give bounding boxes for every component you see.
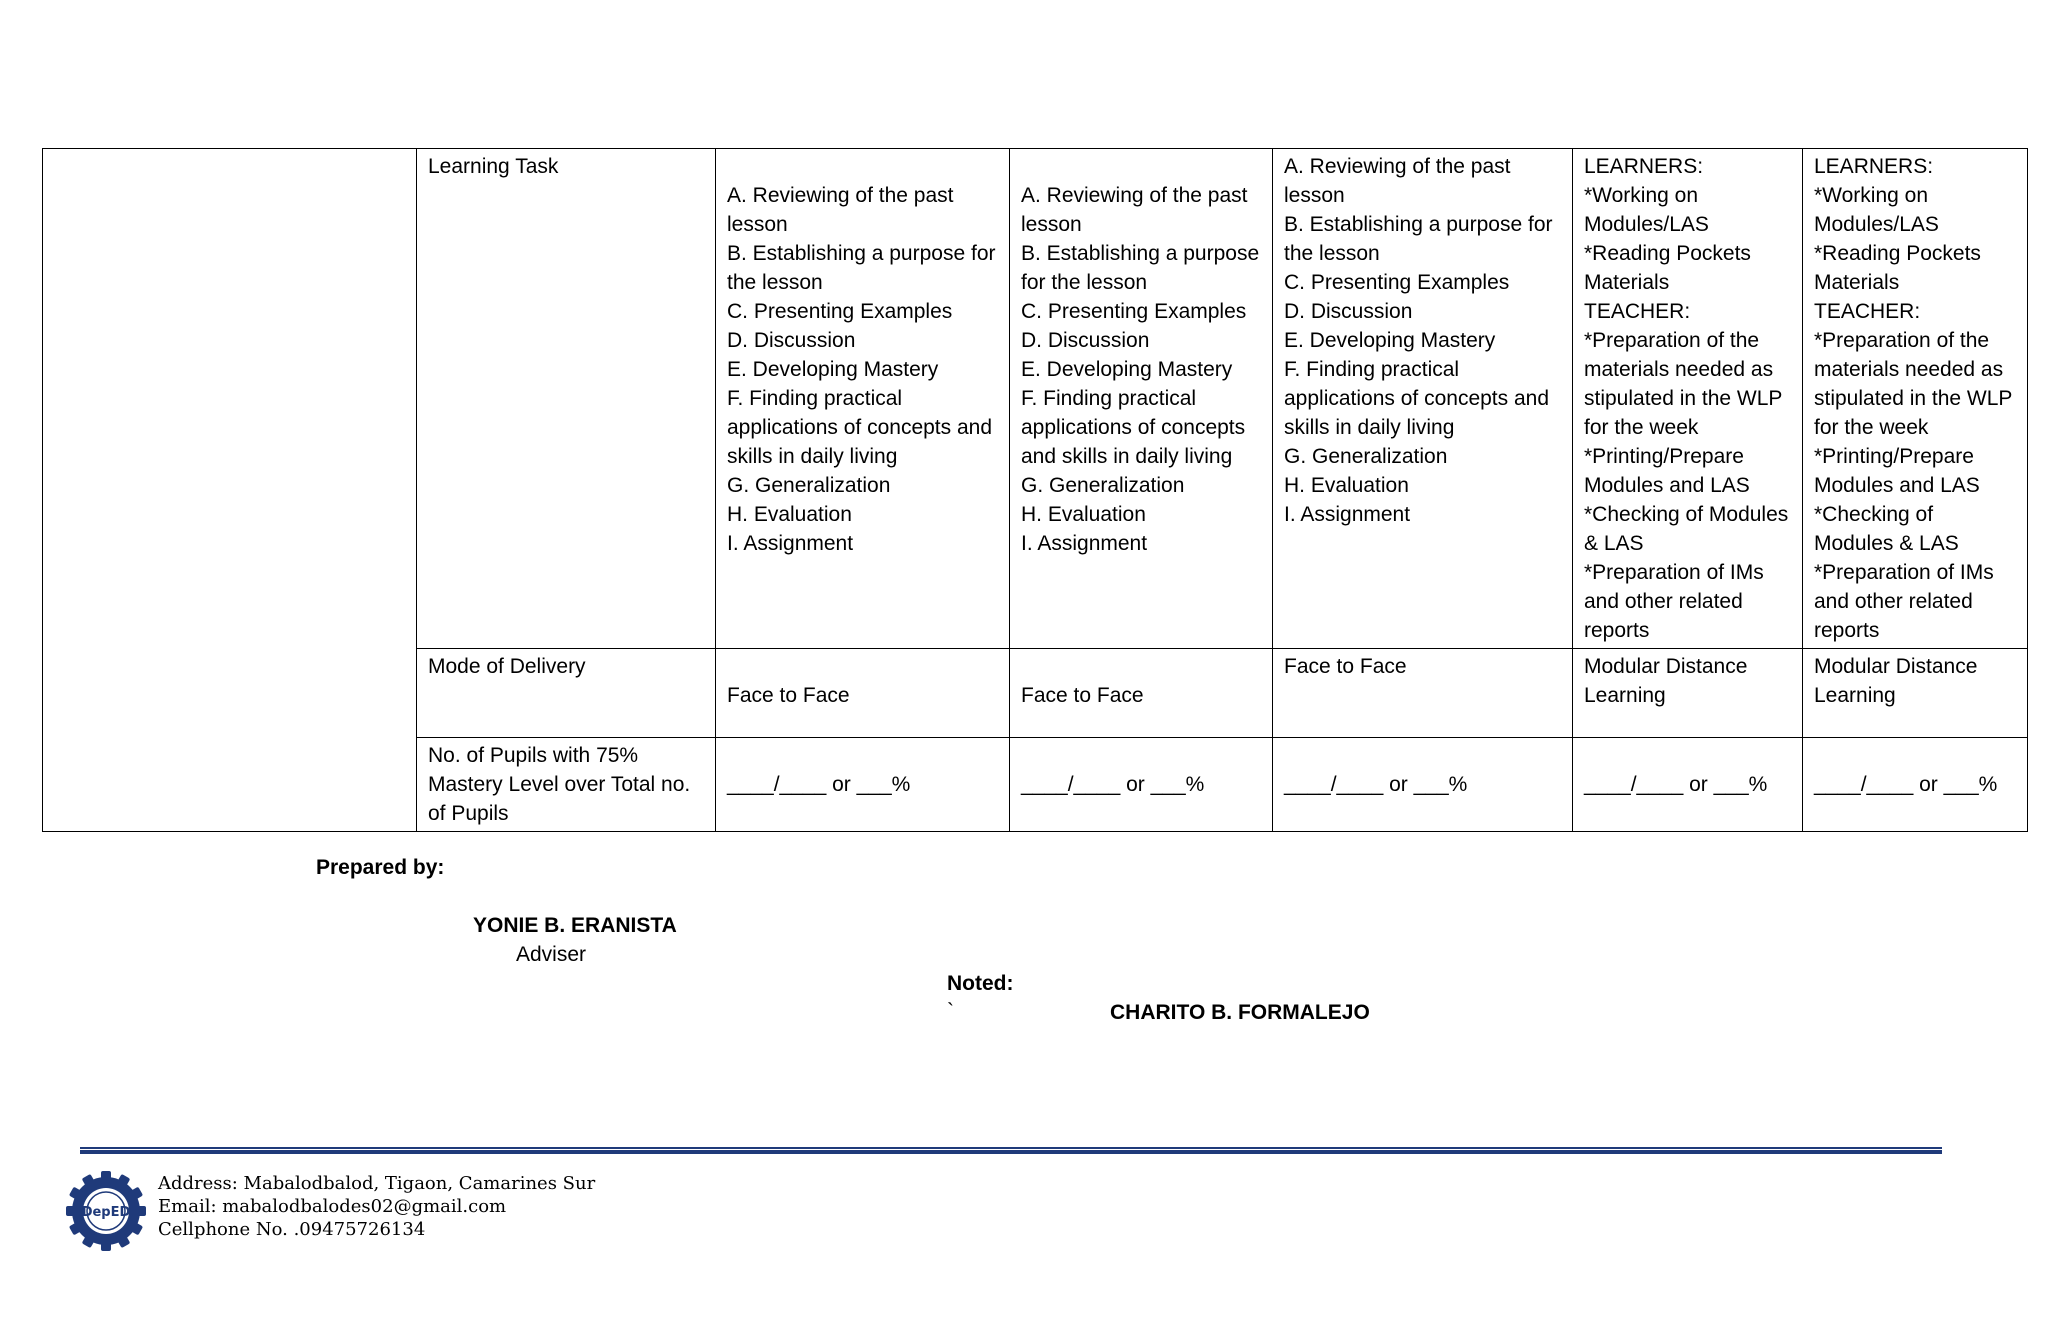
mode-cell-2: Face to Face xyxy=(1010,649,1273,738)
footer-phone: Cellphone No. .09475726134 xyxy=(158,1219,426,1240)
mode-cell-5: Modular Distance Learning xyxy=(1803,649,2028,738)
row-label-learning-task: Learning Task xyxy=(417,149,716,649)
row-label-mastery: No. of Pupils with 75% Mastery Level over Total no. of Pupils xyxy=(417,738,716,832)
blank-left-cell xyxy=(43,149,417,832)
mastery-cell-5: ____/____ or ___% xyxy=(1803,738,2028,832)
mastery-cell-1: ____/____ or ___% xyxy=(716,738,1010,832)
noter-name: CHARITO B. FORMALEJO xyxy=(1110,1001,1370,1024)
learning-task-cell-2: A. Reviewing of the past lesson B. Establishing a purpose for the lesson C. Presenting Examples D. Discussion E. Developing Mastery F. Finding practical applications of concepts and skills in daily living G. Generalization H. Evaluation I. Assignment xyxy=(1010,149,1273,649)
mode-cell-4: Modular Distance Learning xyxy=(1573,649,1803,738)
footer-rule xyxy=(80,1147,1942,1154)
prepared-by-label: Prepared by: xyxy=(316,856,445,879)
footer-address: Address: Mabalodbalod, Tigaon, Camarines Sur xyxy=(158,1173,596,1194)
footer-contact xyxy=(158,1172,595,1241)
mastery-cell-2: ____/____ or ___% xyxy=(1010,738,1273,832)
learning-task-cell-3: A. Reviewing of the past lesson B. Establishing a purpose for the lesson C. Presenting Examples D. Discussion E. Developing Mastery F. Finding practical applications of concepts and skills in daily living G. Generalization H. Evaluation I. Assignment xyxy=(1273,149,1573,649)
learning-task-cell-1: A. Reviewing of the past lesson B. Establishing a purpose for the lesson C. Presenting Examples D. Discussion E. Developing Mastery F. Finding practical applications of concepts and skills in daily living G. Generalization H. Evaluation I. Assignment xyxy=(716,149,1010,649)
footer-email: Email: mabalodbalodes02@gmail.com xyxy=(158,1196,507,1217)
mastery-cell-3: ____/____ or ___% xyxy=(1273,738,1573,832)
learning-task-cell-5: LEARNERS: *Working on Modules/LAS *Reading Pockets Materials TEACHER: *Preparation of the materials needed as stipulated in the WLP for the week *Printing/Prepare Modules and LAS *Checking of Modules & LAS *Preparation of IMs and other related reports xyxy=(1803,149,2028,649)
logo-text: DepED xyxy=(81,1205,131,1220)
lesson-plan-table xyxy=(42,148,2028,832)
deped-seal-icon xyxy=(64,1169,148,1253)
mode-cell-1: Face to Face xyxy=(716,649,1010,738)
noted-label: Noted: xyxy=(947,972,1014,995)
row-label-mode-of-delivery: Mode of Delivery xyxy=(417,649,716,738)
preparer-name: YONIE B. ERANISTA xyxy=(473,914,677,937)
noted-mark: ` xyxy=(947,1000,954,1023)
table-row-learning-task xyxy=(43,149,2028,649)
mastery-cell-4: ____/____ or ___% xyxy=(1573,738,1803,832)
mode-cell-3: Face to Face xyxy=(1273,649,1573,738)
preparer-title: Adviser xyxy=(516,943,587,966)
learning-task-cell-4: LEARNERS: *Working on Modules/LAS *Reading Pockets Materials TEACHER: *Preparation of the materials needed as stipulated in the WLP for the week *Printing/Prepare Modules and LAS *Checking of Modules & LAS *Preparation of IMs and other related reports xyxy=(1573,149,1803,649)
